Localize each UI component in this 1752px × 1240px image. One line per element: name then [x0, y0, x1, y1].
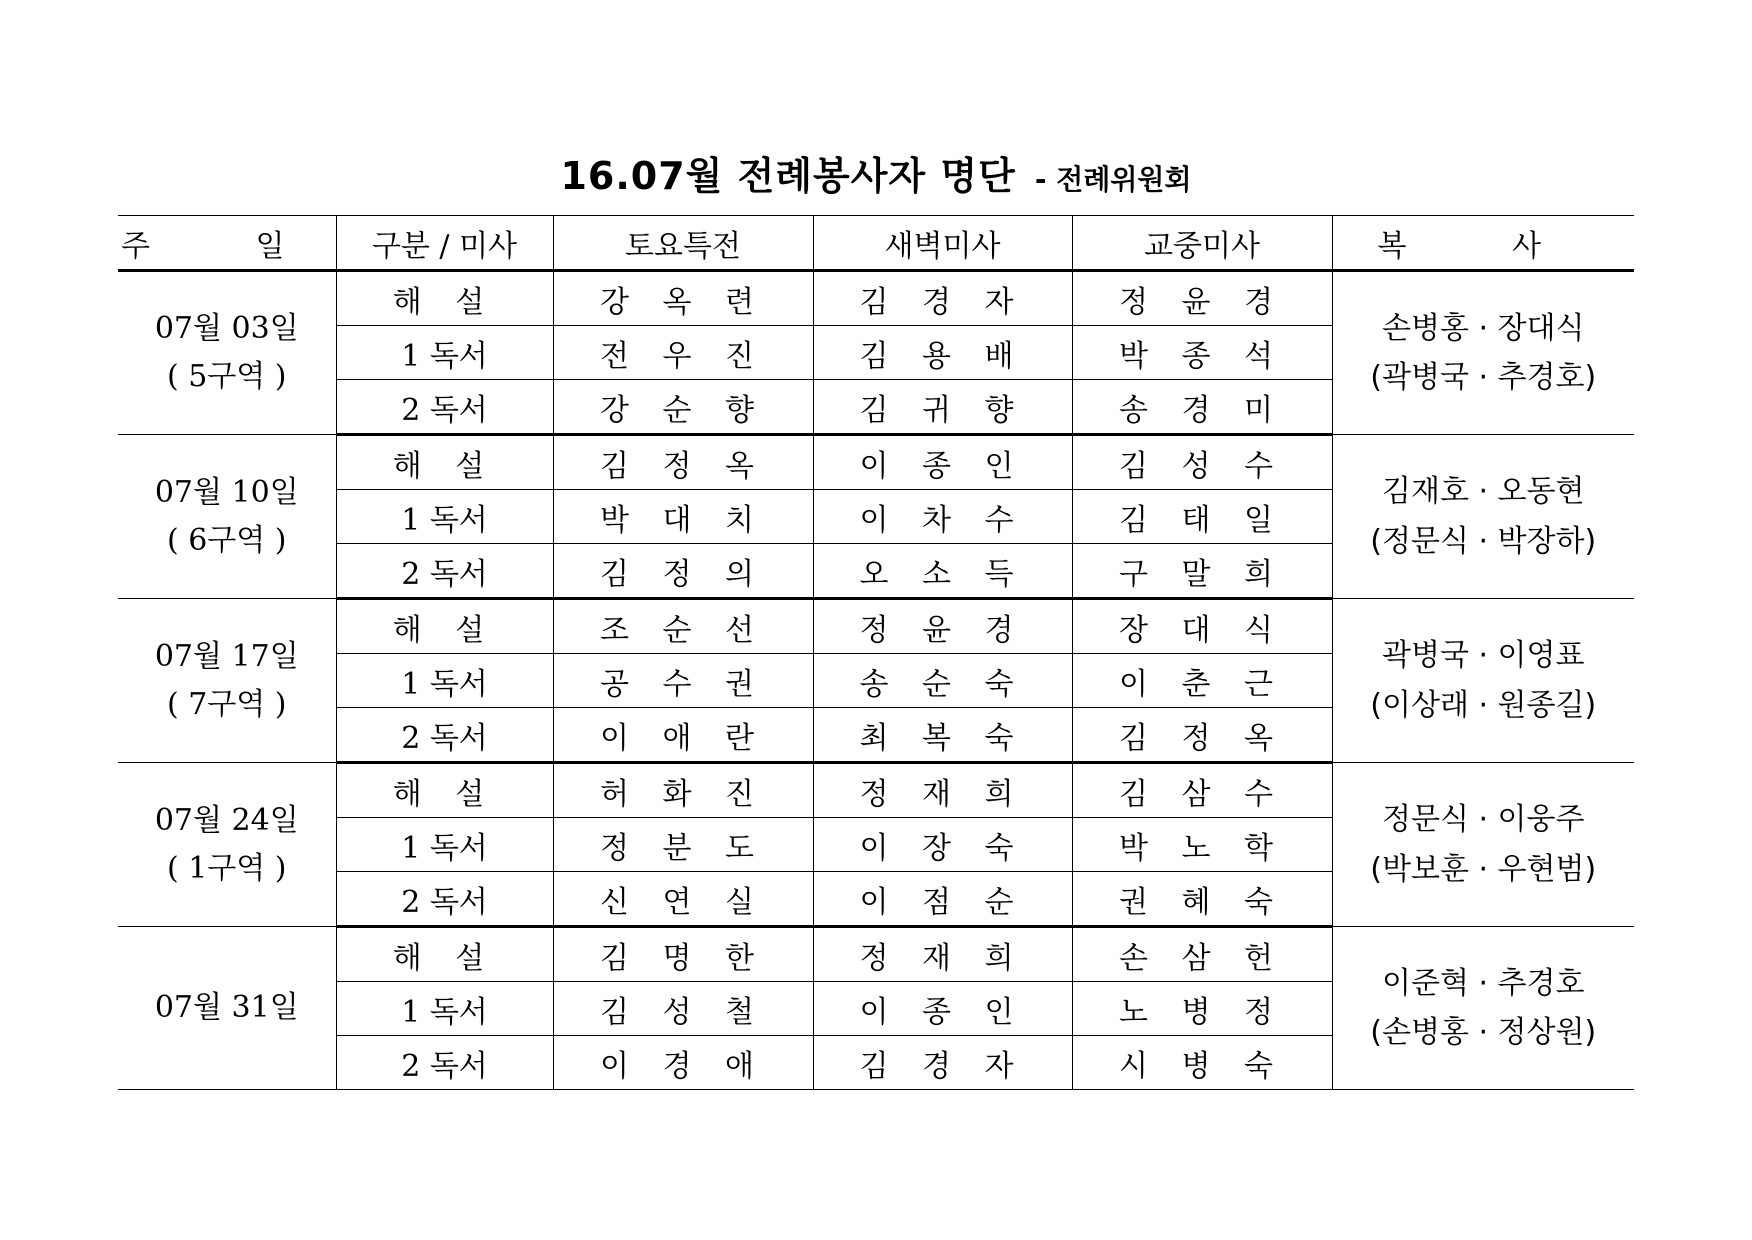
dawn-cell: 이 종 인	[813, 982, 1072, 1036]
role-cell: 1 독서	[336, 490, 553, 544]
servers-primary: 김재호 · 오동현	[1382, 474, 1585, 509]
role-cell: 1 독서	[336, 326, 553, 380]
servers-secondary: (이상래 · 원종길)	[1370, 687, 1597, 723]
saturday-cell: 이 애 란	[553, 708, 813, 763]
servers-cell	[1332, 271, 1634, 435]
role-cell: 해 설	[336, 927, 553, 982]
header-category: 구분 / 미사	[336, 216, 553, 271]
saturday-cell: 전 우 진	[553, 326, 813, 380]
servers-secondary: (박보훈 · 우현범)	[1370, 851, 1597, 887]
dawn-cell: 정 윤 경	[813, 599, 1072, 654]
dawn-cell: 이 점 순	[813, 872, 1072, 927]
saturday-cell: 신 연 실	[553, 872, 813, 927]
servers-secondary: (정문식 · 박장하)	[1370, 523, 1597, 559]
main-cell: 장 대 식	[1072, 599, 1332, 654]
servers-cell	[1332, 763, 1634, 927]
main-cell: 구 말 희	[1072, 544, 1332, 599]
week-date-cell	[118, 271, 336, 435]
table-row	[118, 599, 1634, 654]
dawn-cell: 정 재 희	[813, 763, 1072, 818]
main-cell: 박 노 학	[1072, 818, 1332, 872]
saturday-cell: 강 순 향	[553, 380, 813, 435]
saturday-cell: 정 분 도	[553, 818, 813, 872]
role-cell: 1 독서	[336, 818, 553, 872]
liturgy-roster-table	[118, 215, 1634, 1090]
main-cell: 시 병 숙	[1072, 1036, 1332, 1090]
main-cell: 권 혜 숙	[1072, 872, 1332, 927]
week-date: 07월 10일	[154, 474, 299, 510]
dawn-cell: 최 복 숙	[813, 708, 1072, 763]
dawn-cell: 김 경 자	[813, 1036, 1072, 1090]
dawn-cell: 김 귀 향	[813, 380, 1072, 435]
saturday-cell: 김 성 철	[553, 982, 813, 1036]
table-row	[118, 927, 1634, 982]
table-row	[118, 271, 1634, 326]
page-subtitle: - 전례위원회	[1034, 163, 1192, 196]
week-date-cell	[118, 599, 336, 763]
main-cell: 김 삼 수	[1072, 763, 1332, 818]
week-date: 07월 31일	[154, 990, 299, 1025]
week-date: 07월 17일	[154, 638, 299, 674]
saturday-cell: 박 대 치	[553, 490, 813, 544]
role-cell: 해 설	[336, 763, 553, 818]
week-date: 07월 03일	[154, 311, 299, 346]
role-cell: 해 설	[336, 435, 553, 490]
main-cell: 김 정 옥	[1072, 708, 1332, 763]
main-cell: 박 종 석	[1072, 326, 1332, 380]
role-cell: 2 독서	[336, 1036, 553, 1090]
saturday-cell: 강 옥 련	[553, 271, 813, 326]
dawn-cell: 오 소 득	[813, 544, 1072, 599]
servers-cell	[1332, 435, 1634, 599]
main-cell: 손 삼 헌	[1072, 927, 1332, 982]
servers-cell	[1332, 927, 1634, 1090]
header-sunday: 주 일	[118, 216, 336, 271]
servers-primary: 정문식 · 이웅주	[1382, 802, 1585, 837]
main-cell: 김 태 일	[1072, 490, 1332, 544]
week-date: 07월 24일	[154, 802, 299, 838]
dawn-cell: 정 재 희	[813, 927, 1072, 982]
header-dawn-mass: 새벽미사	[813, 216, 1072, 271]
dawn-cell: 이 차 수	[813, 490, 1072, 544]
servers-primary: 손병홍 · 장대식	[1382, 310, 1585, 346]
week-district: ( 7구역 )	[166, 686, 287, 722]
servers-cell	[1332, 599, 1634, 763]
page-title: 16.07월 전례봉사자 명단	[560, 154, 1016, 198]
week-date-cell	[118, 763, 336, 927]
table-row	[118, 435, 1634, 490]
servers-primary: 이준혁 · 추경호	[1382, 965, 1585, 1001]
main-cell: 송 경 미	[1072, 380, 1332, 435]
dawn-cell: 김 경 자	[813, 271, 1072, 326]
table-header-row	[118, 216, 1634, 271]
role-cell: 해 설	[336, 271, 553, 326]
week-district: ( 5구역 )	[166, 359, 287, 394]
week-date-cell	[118, 435, 336, 599]
saturday-cell: 김 정 옥	[553, 435, 813, 490]
saturday-cell: 김 정 의	[553, 544, 813, 599]
header-main-mass: 교중미사	[1072, 216, 1332, 271]
saturday-cell: 공 수 권	[553, 654, 813, 708]
servers-secondary: (손병홍 · 정상원)	[1370, 1015, 1597, 1050]
role-cell: 2 독서	[336, 544, 553, 599]
saturday-cell: 조 순 선	[553, 599, 813, 654]
week-date-cell	[118, 927, 336, 1090]
table-row	[118, 763, 1634, 818]
main-cell: 김 성 수	[1072, 435, 1332, 490]
main-cell: 이 춘 근	[1072, 654, 1332, 708]
dawn-cell: 이 장 숙	[813, 818, 1072, 872]
dawn-cell: 이 종 인	[813, 435, 1072, 490]
role-cell: 2 독서	[336, 380, 553, 435]
week-district: ( 6구역 )	[166, 522, 287, 558]
saturday-cell: 김 명 한	[553, 927, 813, 982]
dawn-cell: 김 용 배	[813, 326, 1072, 380]
servers-primary: 곽병국 · 이영표	[1382, 638, 1585, 673]
header-altar-servers: 복 사	[1332, 216, 1634, 271]
week-district: ( 1구역 )	[166, 850, 287, 886]
role-cell: 해 설	[336, 599, 553, 654]
saturday-cell: 이 경 애	[553, 1036, 813, 1090]
role-cell: 1 독서	[336, 982, 553, 1036]
main-cell: 정 윤 경	[1072, 271, 1332, 326]
saturday-cell: 허 화 진	[553, 763, 813, 818]
dawn-cell: 송 순 숙	[813, 654, 1072, 708]
role-cell: 2 독서	[336, 872, 553, 927]
servers-secondary: (곽병국 · 추경호)	[1370, 360, 1597, 395]
role-cell: 2 독서	[336, 708, 553, 763]
title-block	[0, 145, 1752, 200]
header-saturday-mass: 토요특전	[553, 216, 813, 271]
main-cell: 노 병 정	[1072, 982, 1332, 1036]
role-cell: 1 독서	[336, 654, 553, 708]
